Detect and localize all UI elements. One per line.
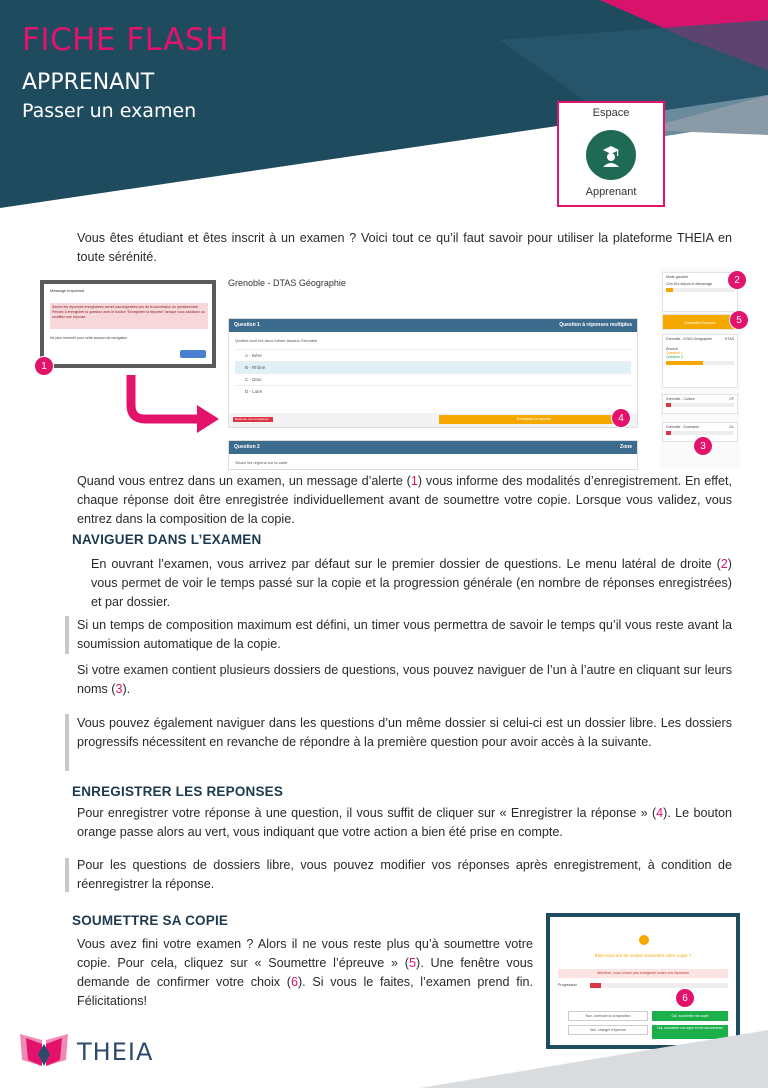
student-icon <box>586 130 636 180</box>
marker-4: 4 <box>611 408 631 428</box>
side-folder-1-q1[interactable]: Question 1 <box>666 351 683 355</box>
q1-title: Question 1 <box>234 322 260 328</box>
confirm-progress-bar <box>590 983 728 988</box>
exam-title: Grenoble - DTAS Géographie <box>228 278 346 288</box>
side-folder-1-status: Énoncé <box>666 347 678 351</box>
section-heading-navigate: NAVIGUER DANS L’EXAMEN <box>72 532 262 547</box>
side-folder-3-name: Grenoble - Economie <box>666 425 700 429</box>
q2-title: Question 2 <box>234 444 260 450</box>
modal-title: Message important <box>50 288 85 293</box>
nav-paragraph-2: Si un temps de composition maximum est défini, un timer vous permettra de savoir le temps qu’il vous reste avant la soumission automatique de la copie. <box>77 618 732 651</box>
intro-paragraph: Vous êtes étudiant et êtes inscrit à un examen ? Voici tout ce qu’il faut savoir pour utiliser la plateforme THEIA en toute sérénité. <box>77 231 732 264</box>
espace-apprenant-box <box>557 101 665 207</box>
alert-modal-screenshot <box>40 280 216 368</box>
q1-option-c[interactable]: C - Drac <box>235 373 631 385</box>
submit-paragraph: Vous avez fini votre examen ? Alors il ne vous reste plus qu’à soumettre votre copie. Pour cela, cliquez sur « Soumettre l’épreuve » (5). Une fenêtre vous demande de confirmer votre choix (6). Si vous le faites, l’examen prend fin. Félicitations! <box>77 937 534 1008</box>
exam-app-screenshot <box>222 268 654 468</box>
side-folder-3-tag: DL <box>729 425 734 429</box>
q2-type: Zone <box>620 444 632 450</box>
question-card-2 <box>228 440 638 470</box>
side-folder-2-tag: CP <box>729 397 734 401</box>
side-mode-toggle[interactable]: Mode gaucher <box>666 275 689 279</box>
submit-exam-button[interactable]: Soumettre l'épreuve <box>662 314 738 330</box>
espace-role: Apprenant <box>585 186 637 198</box>
q1-option-d[interactable]: D - Loire <box>235 385 631 397</box>
side-folder-1-tag: DTAS <box>724 337 734 341</box>
modal-ok-button[interactable] <box>180 350 206 358</box>
alert-paragraph: Quand vous entrez dans un examen, un message d’alerte (1) vous informe des modalités d’enregistrement. En effet, chaque réponse doit être enregistrée individuellement avant de soumettre votre copie. Lorsque vous validez, vous entrez dans la composition de la copie. <box>77 474 733 526</box>
warning-icon <box>639 935 649 945</box>
quote-bar <box>65 616 69 654</box>
quote-bar <box>65 714 69 771</box>
nav-paragraph-4: Vous pouvez également naviguer dans les questions d’un même dossier si celui-ci est un dossier libre. Les dossiers progressifs nécessitent en revanche de répondre à la première question pour avoir accès à la suivante. <box>77 716 732 749</box>
modal-alert: Seules les réponses enregistrées seront sauvegardées lors de la soumission du questionnaire. Pensez à enregistrer la question avec le bouton "Enregistrer la réponse" lorsque vous saisissez ou modifiez une réponse. <box>50 303 208 329</box>
quote-bar <box>65 858 69 892</box>
marker-6: 6 <box>675 988 695 1008</box>
confirm-submit-logout-button[interactable]: Oui, soumettre ma copie et me déconnecter <box>652 1025 728 1039</box>
q1-text: Quelles sont les deux même travaux Grenoble <box>235 338 318 343</box>
confirm-progress-label: Progression <box>558 983 578 987</box>
q2-text: Situez les régions sur la carte <box>235 460 288 465</box>
marker-1: 1 <box>34 356 54 376</box>
continue-composition-button[interactable]: Non, continuer la composition <box>568 1011 648 1021</box>
side-folder-2[interactable] <box>662 394 738 414</box>
confirm-submit-button[interactable]: Oui, soumettre ma copie <box>652 1011 728 1021</box>
confirm-question: Êtes-vous sûr de vouloir soumettre votre copie ? <box>594 953 692 958</box>
theia-logo-icon <box>18 1030 70 1070</box>
save-status-badge: Réponse non enregistrée <box>233 417 273 422</box>
page-topic: Passer un examen <box>22 100 197 122</box>
confirm-warning: Attention, vous n'avez pas enregistré toutes vos réponses <box>558 969 728 978</box>
section-heading-submit: SOUMETTRE SA COPIE <box>72 913 229 928</box>
nav-paragraph-3: Si votre examen contient plusieurs dossiers de questions, vous pouvez naviguer de l’un à l’autre en cliquant sur leurs noms (3). <box>77 663 732 696</box>
nav-paragraph-1: En ouvrant l’examen, vous arrivez par défaut sur le premier dossier de questions. Le menu latéral de droite (2) vous permet de voir le temps passé sur la copie et la progression générale (en nombre de réponses enregistrées) et par dossier. <box>91 557 732 609</box>
q1-option-b[interactable]: B - Rhône <box>235 361 631 373</box>
side-folder-1[interactable] <box>662 334 738 388</box>
marker-2: 2 <box>727 270 747 290</box>
marker-3: 3 <box>693 436 713 456</box>
page-subtitle: APPRENANT <box>22 70 155 95</box>
side-folder-2-name: Grenoble - Culture <box>666 397 695 401</box>
question-card-1 <box>228 318 638 428</box>
page-title: FICHE FLASH <box>22 22 229 58</box>
q1-option-a[interactable]: A - Isère <box>235 349 631 361</box>
brand-name: THEIA <box>77 1038 154 1066</box>
marker-5: 5 <box>729 310 749 330</box>
save-paragraph-2: Pour les questions de dossiers libre, vous pouvez modifier vos réponses après enregistrement, à condition de réenregistrer la réponse. <box>77 858 732 891</box>
arrow-icon <box>125 375 225 435</box>
side-timer: 12m 51s depuis le démarrage <box>666 282 713 286</box>
section-heading-save: ENREGISTRER LES REPONSES <box>72 784 284 799</box>
side-folder-1-q2[interactable]: Question 2 <box>666 355 683 359</box>
save-answer-button[interactable]: Enregistrer la réponse <box>439 415 629 424</box>
side-folder-1-name: Grenoble - DTAS Géographie <box>666 337 712 341</box>
q1-type: Question à réponses multiples <box>559 322 632 328</box>
espace-label: Espace <box>592 107 630 119</box>
change-exam-button[interactable]: Non, changer d'épreuve <box>568 1025 648 1035</box>
modal-checkbox[interactable]: Ne plus m'avertir pour cette session de navigation <box>50 336 128 340</box>
save-paragraph-1: Pour enregistrer votre réponse à une question, il vous suffit de cliquer sur « Enregistrer la réponse » (4). Le bouton orange passe alors au vert, vous indiquant que votre action a bien été prise en compte. <box>77 806 732 839</box>
